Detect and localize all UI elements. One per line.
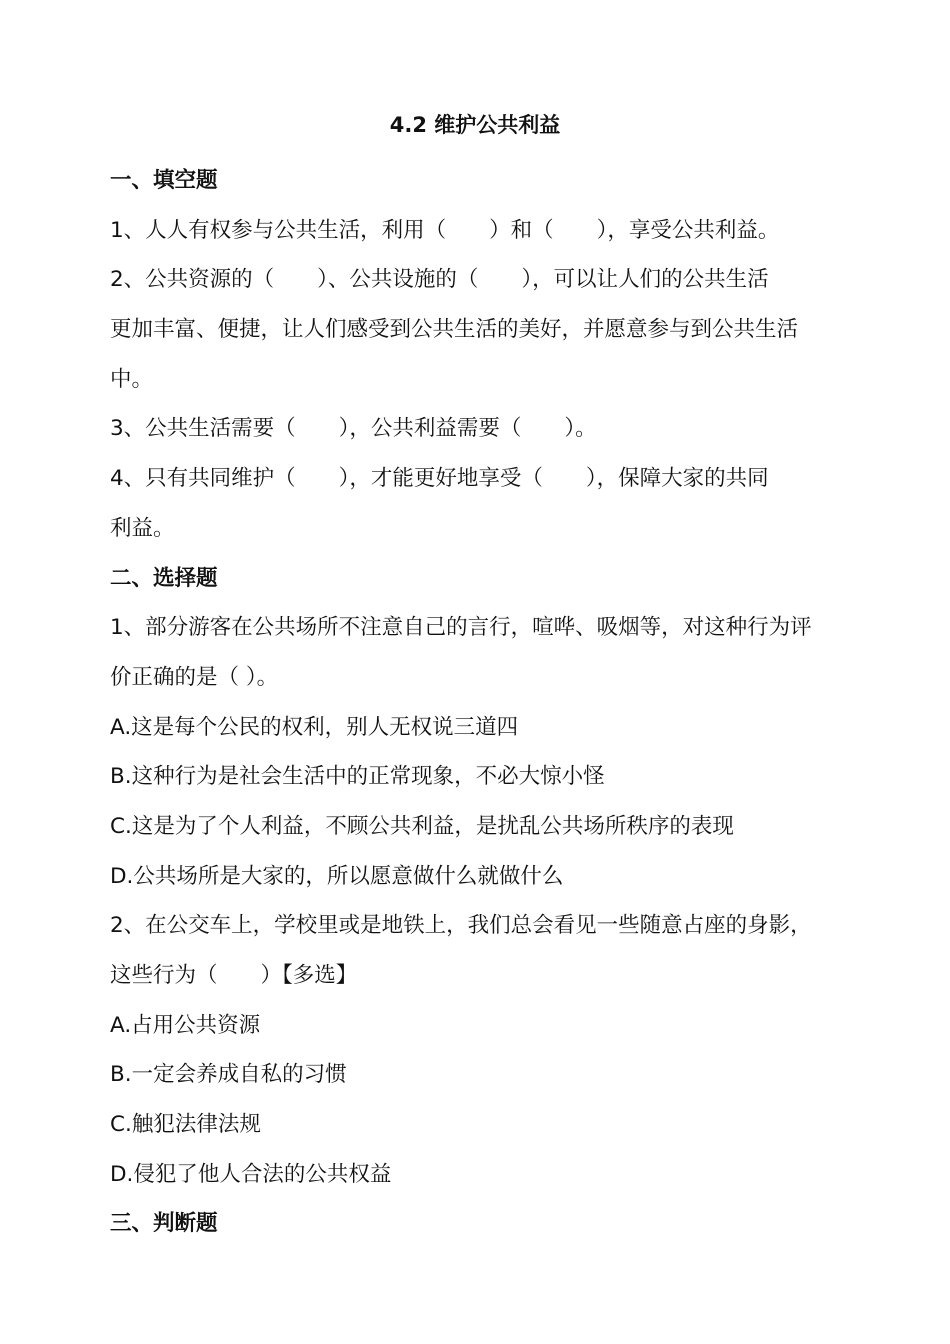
question-line: 3、公共生活需要（ ），公共利益需要（ ）。 <box>110 416 597 442</box>
section-heading-multiple-choice: 二、选择题 <box>110 565 218 591</box>
section-heading-fill-blank: 一、填空题 <box>110 168 218 193</box>
section-heading-true-false: 三、判断题 <box>110 1211 218 1237</box>
question-line: 2、公共资源的（ ）、公共设施的（ ），可以让人们的公共生活 <box>110 267 769 293</box>
question-line: 利益。 <box>110 515 175 541</box>
answer-option: B.一定会养成自私的习惯 <box>110 1062 347 1088</box>
question-line: 2、在公交车上，学校里或是地铁上，我们总会看见一些随意占座的身影， <box>110 913 812 939</box>
question-line: 4、只有共同维护（ ），才能更好地享受（ ），保障大家的共同 <box>110 466 769 492</box>
answer-option: A.这是每个公民的权利，别人无权说三道四 <box>110 714 519 740</box>
answer-option: D.公共场所是大家的，所以愿意做什么就做什么 <box>110 863 564 889</box>
document-body <box>110 156 850 1249</box>
question-line: 1、部分游客在公共场所不注意自己的言行，喧哗、吸烟等，对这种行为评 <box>110 615 812 641</box>
answer-option: D.侵犯了他人合法的公共权益 <box>110 1161 392 1187</box>
question-line: 更加丰富、便捷，让人们感受到公共生活的美好，并愿意参与到公共生活 <box>110 317 799 343</box>
answer-option: C.触犯法律法规 <box>110 1112 261 1138</box>
answer-option: B.这种行为是社会生活中的正常现象，不必大惊小怪 <box>110 764 605 790</box>
question-line: 1、人人有权参与公共生活，利用（ ）和（ ），享受公共利益。 <box>110 217 780 243</box>
answer-option: C.这是为了个人利益，不顾公共利益，是扰乱公共场所秩序的表现 <box>110 813 734 839</box>
question-line: 这些行为（ ）【多选】 <box>110 963 358 988</box>
answer-option: A.占用公共资源 <box>110 1012 261 1038</box>
page-title: 4.2 维护公共利益 <box>389 113 561 137</box>
question-line: 价正确的是（ ）。 <box>110 664 279 690</box>
question-line: 中。 <box>110 366 154 392</box>
